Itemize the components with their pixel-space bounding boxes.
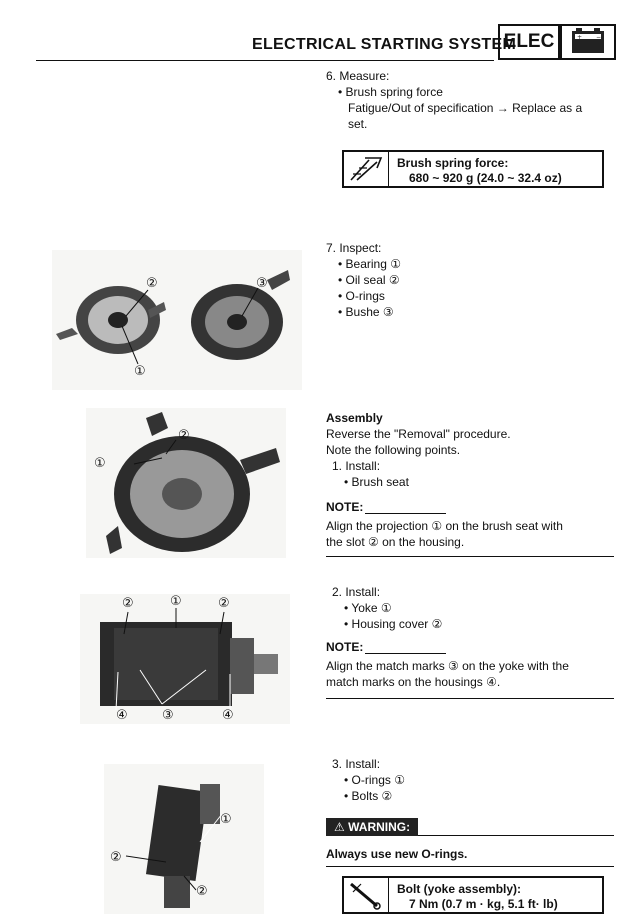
note1-line2: the slot ② on the housing.	[326, 535, 465, 549]
bolt-spec-value: 7 Nm (0.7 m · kg, 5.1 ft· lb)	[409, 897, 558, 911]
callout-oil-seal: ②	[146, 276, 158, 291]
callout-bolt-bottom: ②	[196, 884, 208, 899]
warning-text: Always use new O-rings.	[326, 847, 468, 861]
photo-inspect-parts	[52, 250, 302, 390]
note2-rule	[326, 698, 614, 699]
callout-projection: ①	[94, 456, 106, 471]
spring-gauge-icon	[344, 152, 389, 186]
step3-item-bolts: • Bolts ②	[344, 789, 393, 803]
callout-bolt-left: ②	[110, 850, 122, 865]
bolt-spec-label: Bolt (yoke assembly):	[397, 882, 522, 896]
photo-brush-seat	[86, 408, 286, 558]
step6-heading: 6. Measure:	[326, 69, 390, 83]
callout-o-rings: ①	[220, 812, 232, 827]
step7-heading: 7. Inspect:	[326, 241, 382, 255]
battery-icon	[560, 24, 616, 60]
callout-slot: ②	[178, 428, 190, 443]
note2-label: NOTE:	[326, 640, 446, 654]
callout-housing-cover-right: ②	[218, 596, 230, 611]
spec-label: Brush spring force:	[397, 156, 509, 170]
step7-item-bushe: • Bushe ③	[338, 305, 394, 319]
step7-item-bearing: • Bearing ①	[338, 257, 401, 271]
spec-value: 680 ~ 920 g (24.0 ~ 32.4 oz)	[409, 171, 562, 185]
bolt-torque-spec-box	[342, 876, 604, 914]
svg-text:−: −	[596, 34, 602, 41]
step3-heading: 3. Install:	[332, 757, 381, 771]
photo-o-rings-bolts	[104, 764, 264, 914]
warning-bottom-rule	[326, 866, 614, 867]
callout-yoke: ①	[170, 594, 182, 609]
callout-housing-mark-right: ④	[222, 708, 234, 723]
warning-icon: ⚠	[334, 820, 345, 834]
step6-item: • Brush spring force	[338, 85, 443, 99]
warning-header	[326, 818, 614, 836]
note2-line2: match marks on the housings ④.	[326, 675, 501, 689]
note1-line1: Align the projection ① on the brush seat with	[326, 519, 563, 533]
assembly-line1: Reverse the "Removal" procedure.	[326, 427, 511, 441]
step6-note-line2: set.	[348, 117, 368, 131]
note1-rule	[326, 556, 614, 557]
step1-item: • Brush seat	[344, 475, 409, 489]
step2-item-yoke: • Yoke ①	[344, 601, 392, 615]
section-tag: ELEC	[498, 24, 560, 60]
callout-housing-cover-left: ②	[122, 596, 134, 611]
step2-item-housing-cover: • Housing cover ②	[344, 617, 443, 631]
warning-badge: ⚠ WARNING:	[326, 818, 418, 836]
step3-item-o-rings: • O-rings ①	[344, 773, 405, 787]
svg-text:+: +	[577, 34, 583, 41]
header-rule	[36, 60, 494, 61]
brush-spring-spec-box	[342, 150, 604, 188]
callout-bearing: ①	[134, 364, 146, 379]
callout-housing-mark-left: ④	[116, 708, 128, 723]
page-title: ELECTRICAL STARTING SYSTEM	[252, 36, 517, 53]
callout-yoke-match-marks: ③	[162, 708, 174, 723]
note2-line1: Align the match marks ③ on the yoke with the	[326, 659, 569, 673]
photo-yoke	[80, 594, 290, 724]
callout-bushe: ③	[256, 276, 268, 291]
assembly-line2: Note the following points.	[326, 443, 461, 457]
torque-wrench-icon	[344, 878, 389, 912]
step7-item-oil-seal: • Oil seal ②	[338, 273, 400, 287]
assembly-title: Assembly	[326, 411, 383, 425]
note1-label: NOTE:	[326, 500, 446, 514]
step6-note-line1: Fatigue/Out of specification → Replace as a	[348, 101, 583, 115]
step1-heading: 1. Install:	[332, 459, 381, 473]
step7-item-o-rings: • O-rings	[338, 289, 385, 303]
step2-heading: 2. Install:	[332, 585, 381, 599]
